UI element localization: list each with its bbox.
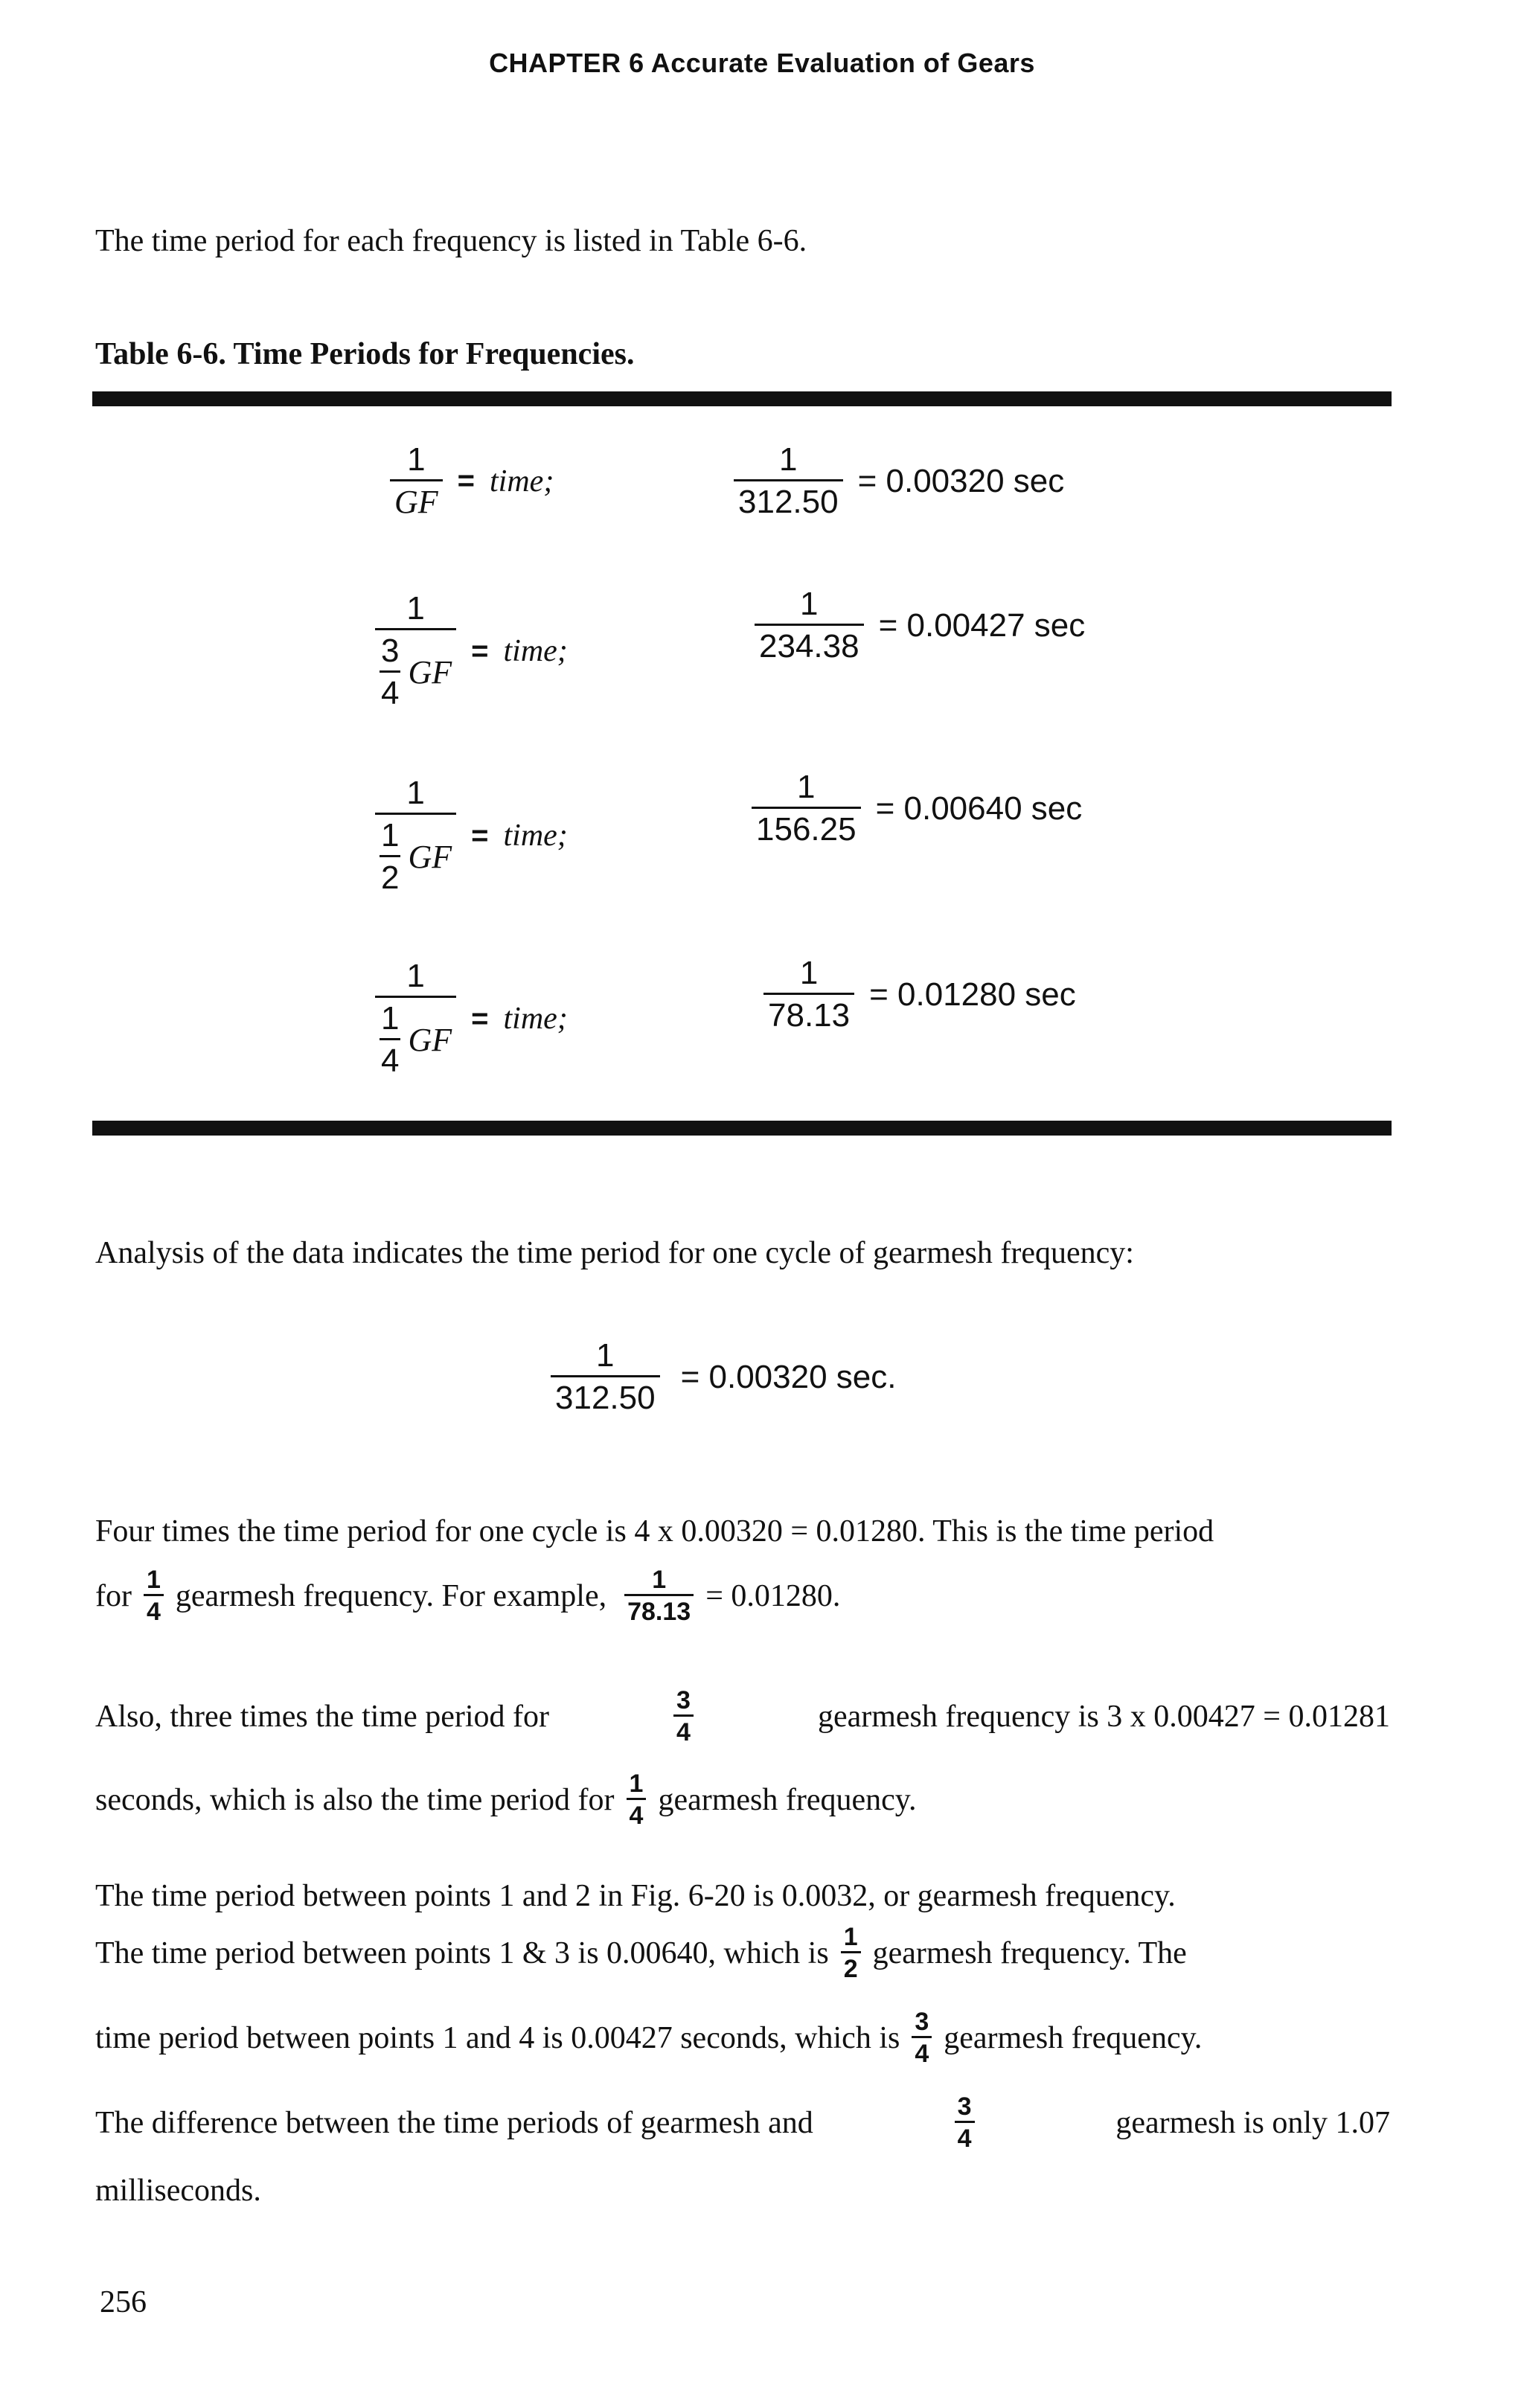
inline-fraction: $\frac{3}{4}$ xyxy=(955,2094,975,2151)
left-fraction: 1 $\frac{1}{2}$ GF xyxy=(375,777,456,894)
display-result: = 0.00320 sec. xyxy=(680,1358,897,1395)
table-top-rule xyxy=(92,391,1392,406)
paragraph-line: seconds, which is also the time period for $\frac{1}{4}$ gearmesh frequency. xyxy=(95,1770,917,1830)
table-row: 1 $\frac{1}{2}$ GF = time; xyxy=(375,777,568,894)
display-fraction: $\frac{1}{312.50}$ xyxy=(551,1339,660,1415)
paragraph-line: The difference between the time periods of gearmesh and $\frac{3}{4}$ gearmesh is only 1.07 xyxy=(95,2092,1390,2153)
display-equation xyxy=(551,1339,896,1415)
table-row-right xyxy=(755,588,1085,663)
time-label: time; xyxy=(503,634,568,668)
inline-fraction: $\frac{1}{2}$ xyxy=(841,1924,861,1982)
table-row-right xyxy=(752,771,1082,846)
inline-fraction: $\frac{1}{4}$ xyxy=(144,1567,164,1624)
analysis-paragraph: Analysis of the data indicates the time period for one cycle of gearmesh frequency: xyxy=(95,1236,1134,1270)
paragraph-line: for $\frac{1}{4}$ gearmesh frequency. For example, $\frac{1}{78.13}$ = 0.01280. xyxy=(95,1566,841,1626)
inline-fraction: $\frac{1}{78.13}$ xyxy=(624,1567,694,1624)
row-result: = 0.00640 sec xyxy=(875,790,1083,827)
left-fraction: 1 $\frac{1}{4}$ GF xyxy=(375,960,456,1077)
table-row-right xyxy=(763,957,1076,1032)
paragraph-line: The time period between points 1 and 2 in Fig. 6-20 is 0.0032, or gearmesh frequency. xyxy=(95,1879,1176,1913)
paragraph-line: time period between points 1 and 4 is 0.00427 seconds, which is $\frac{3}{4}$ gearmesh frequency. xyxy=(95,2008,1203,2068)
left-fraction: 1 $\frac{3}{4}$ GF xyxy=(375,592,456,710)
paragraph-line: Also, three times the time period for $\frac{3}{4}$ gearmesh frequency is 3 x 0.00427 = 0.01281 xyxy=(95,1686,1390,1746)
right-fraction: $\frac{1}{78.13}$ xyxy=(763,957,854,1032)
time-label: time; xyxy=(503,1002,568,1036)
paragraph-line: The time period between points 1 & 3 is 0.00640, which is $\frac{1}{2}$ gearmesh frequency. The xyxy=(95,1923,1187,1983)
paragraph-line: Four times the time period for one cycle is 4 x 0.00320 = 0.01280. This is the time period xyxy=(95,1514,1214,1549)
table-row-right xyxy=(734,441,1065,520)
table-bottom-rule xyxy=(92,1121,1392,1136)
right-fraction: $\frac{1}{312.50}$ xyxy=(734,444,843,519)
time-label: time; xyxy=(503,819,568,853)
row-result: = 0.01280 sec xyxy=(869,976,1076,1013)
table-row: $\frac{1}{GF}$ = time; xyxy=(390,444,554,519)
right-fraction: $\frac{1}{156.25}$ xyxy=(752,771,861,846)
running-header: CHAPTER 6 Accurate Evaluation of Gears xyxy=(489,48,1035,78)
paragraph-line: milliseconds. xyxy=(95,2174,261,2208)
row-result: = 0.00427 sec xyxy=(878,606,1086,644)
table-row: 1 $\frac{1}{4}$ GF = time; xyxy=(375,960,568,1077)
table-caption: Table 6-6. Time Periods for Frequencies. xyxy=(95,337,635,371)
inline-fraction: $\frac{1}{4}$ xyxy=(627,1771,647,1828)
table-row: 1 $\frac{3}{4}$ GF = time; xyxy=(375,592,568,710)
inline-fraction: $\frac{3}{4}$ xyxy=(673,1688,694,1745)
time-label: time; xyxy=(490,464,554,499)
row-result: = 0.00320 sec xyxy=(857,462,1065,499)
page-number: 256 xyxy=(100,2285,147,2319)
right-fraction: $\frac{1}{234.38}$ xyxy=(755,588,864,663)
left-fraction: $\frac{1}{GF}$ xyxy=(390,444,443,519)
inline-fraction: $\frac{3}{4}$ xyxy=(912,2009,932,2066)
intro-paragraph: The time period for each frequency is listed in Table 6-6. xyxy=(95,224,807,258)
